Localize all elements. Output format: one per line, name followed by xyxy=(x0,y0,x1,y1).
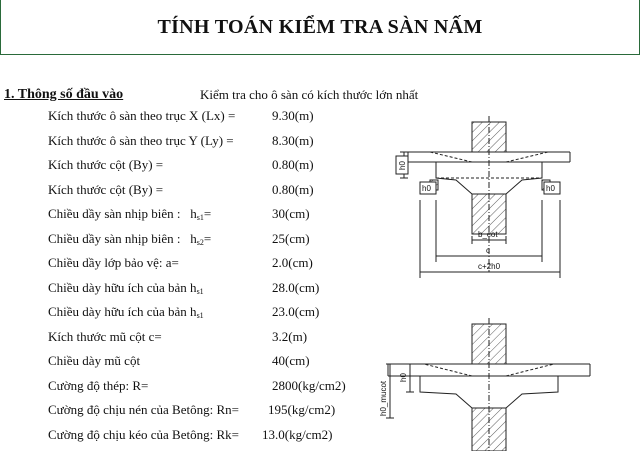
param-value: 28.0(cm) xyxy=(272,279,320,295)
param-row xyxy=(0,206,380,228)
param-label xyxy=(48,206,211,222)
param-label: Kích thước ô sàn theo trục Y (Ly) = xyxy=(48,132,234,148)
param-label: Kích thước ô sàn theo trục X (Lx) = xyxy=(48,108,236,123)
param-subscript: s1 xyxy=(196,286,204,296)
param-row xyxy=(0,108,380,130)
param-value: 2800(kg/cm2) xyxy=(272,377,346,393)
label-h0-mucot: h0_mucot xyxy=(379,380,388,416)
param-row xyxy=(0,427,380,449)
param-label-text: Chiều dày hữu ích của bản h xyxy=(48,279,197,295)
param-equals: = xyxy=(203,230,212,246)
param-row xyxy=(0,231,380,253)
param-label xyxy=(48,231,211,247)
param-label: Chiều dày mũ cột xyxy=(48,353,141,368)
param-label xyxy=(48,304,204,320)
param-row xyxy=(0,182,380,204)
param-row xyxy=(0,133,380,155)
param-label: Cường độ chịu kéo của Betông: Rk= xyxy=(48,426,239,442)
param-label: Cường độ thép: R= xyxy=(48,377,149,393)
param-label-text: Chiều dầy sàn nhịp biên : xyxy=(48,230,181,246)
param-label-text: Chiều dày hữu ích của bản h xyxy=(48,304,197,319)
param-row xyxy=(0,402,380,424)
column-upper xyxy=(472,122,506,152)
param-row xyxy=(0,304,380,326)
param-value: 13.0(kg/cm2) xyxy=(262,426,333,442)
section-heading: 1. Thông số đầu vào xyxy=(4,87,124,102)
param-label-text: Chiều dầy sàn nhịp biên : xyxy=(48,206,181,221)
param-label: Kích thước cột (By) = xyxy=(48,181,164,197)
param-value: 40(cm) xyxy=(272,353,310,368)
param-label: Kích thước mũ cột c= xyxy=(48,328,162,344)
param-label: Chiều dầy lớp bảo vệ: a= xyxy=(48,255,179,270)
label-h0-right: h0 xyxy=(546,184,555,193)
param-row xyxy=(0,157,380,179)
param-subscript: s1 xyxy=(196,213,204,222)
param-label: Kích thước cột (By) = xyxy=(48,157,164,172)
param-value: 0.80(m) xyxy=(272,157,314,172)
param-row xyxy=(0,378,380,400)
label-c-2h0: c+2h0 xyxy=(478,262,501,271)
label-h0-left: h0 xyxy=(422,184,431,193)
param-subscript: s2 xyxy=(196,237,204,247)
param-row xyxy=(0,353,380,375)
label-h0: h0 xyxy=(398,161,407,170)
title-box xyxy=(0,0,640,55)
diagram-bottom xyxy=(386,318,590,451)
page-title: TÍNH TOÁN KIỂM TRA SÀN NẤM xyxy=(157,15,483,38)
param-row xyxy=(0,329,380,351)
label-c: c xyxy=(486,246,490,255)
param-symbol: h xyxy=(190,230,197,246)
param-value: 9.30(m) xyxy=(272,108,314,123)
param-symbol: h xyxy=(190,206,197,221)
param-value: 8.30(m) xyxy=(272,132,314,148)
param-value: 195(kg/cm2) xyxy=(268,402,336,417)
param-value: 23.0(cm) xyxy=(272,304,320,319)
param-value: 25(cm) xyxy=(272,230,310,246)
param-value: 2.0(cm) xyxy=(272,255,313,270)
section-note: Kiểm tra cho ô sàn có kích thước lớn nhất xyxy=(200,87,419,102)
param-label xyxy=(48,280,204,296)
param-row xyxy=(0,255,380,277)
column-capital-diagrams xyxy=(360,100,600,451)
param-row xyxy=(0,280,380,302)
diagram-top xyxy=(396,116,570,278)
label-b-cot: b_cot xyxy=(478,230,498,239)
param-subscript: s1 xyxy=(196,311,204,320)
param-value: 30(cm) xyxy=(272,206,310,221)
param-value: 0.80(m) xyxy=(272,181,314,197)
param-label: Cường độ chịu nén của Betông: Rn= xyxy=(48,402,239,417)
label-h0-2: h0 xyxy=(399,373,408,382)
param-value: 3.2(m) xyxy=(272,328,308,344)
param-equals: = xyxy=(203,206,212,221)
